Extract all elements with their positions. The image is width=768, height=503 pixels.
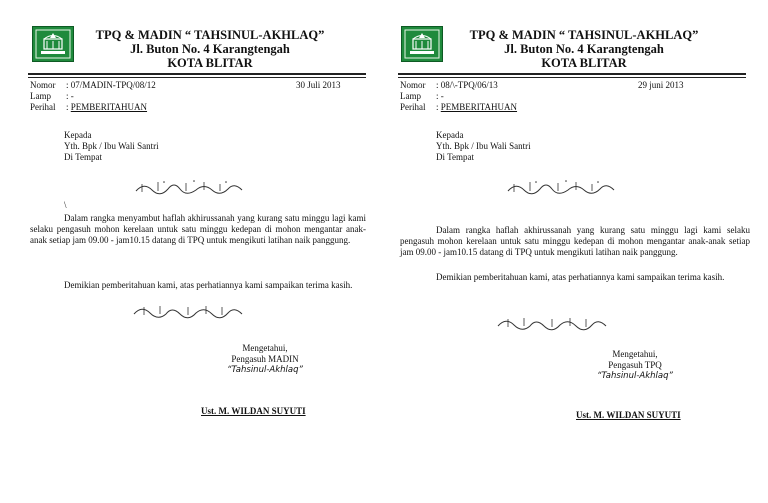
lamp-row	[400, 91, 444, 102]
header-rule-thin	[398, 77, 746, 78]
arabic-salam-closing-icon	[496, 314, 608, 337]
perihal-label: Perihal	[30, 102, 56, 112]
sig-role: Pengasuh MADIN	[231, 354, 299, 364]
arabic-salam-calligraphy-icon	[506, 178, 616, 201]
lamp-row	[30, 91, 74, 102]
recipient-place: Di Tempat	[436, 152, 474, 162]
nomor-label: Nomor	[400, 80, 426, 90]
signature-block	[190, 343, 340, 376]
perihal-row	[400, 102, 517, 113]
org-title: TPQ & MADIN “ TAHSINUL-AKHLAQ”	[95, 28, 325, 42]
sig-role: Pengasuh TPQ	[608, 360, 662, 370]
org-address: Jl. Buton No. 4 Karangtengah	[130, 42, 290, 56]
letter-date: 29 juni 2013	[638, 80, 684, 90]
letter-date: 30 Juli 2013	[296, 80, 341, 90]
arabic-salam-closing-icon	[132, 302, 244, 325]
nomor-value: : 08/\-TPQ/06/13	[436, 80, 498, 90]
nomor-row	[400, 80, 498, 91]
sig-mengetahui: Mengetahui,	[242, 343, 288, 353]
school-emblem-icon	[401, 26, 443, 62]
lamp-value: : -	[66, 91, 74, 101]
recipient-kepada: Kepada	[436, 130, 464, 140]
sig-mengetahui: Mengetahui,	[612, 349, 658, 359]
header-rule	[398, 73, 746, 75]
lamp-label: Lamp	[30, 91, 51, 101]
recipient-name: Yth. Bpk / Ibu Wali Santri	[436, 141, 531, 151]
recipient-place: Di Tempat	[64, 152, 102, 162]
recipient-block	[436, 130, 531, 163]
body-paragraph: Dalam rangka haflah akhirussanah yang kurang satu minggu lagi kami selaku pengasuh mohon kerelaan untuk satu minggu kedepan di mohon mengantar anak-anak setiap jam 09.00 - jam10.15 datang di TPQ untuk mengikuti latihan naik panggung.	[400, 225, 750, 257]
perihal-label: Perihal	[400, 102, 426, 112]
lamp-label: Lamp	[400, 91, 421, 101]
stray-mark: \	[64, 200, 67, 210]
closing-paragraph: Demikian pemberitahuan kami, atas perhatiannya kami sampaikan terima kasih.	[64, 280, 353, 290]
org-city: KOTA BLITAR	[167, 56, 253, 70]
perihal-colon: :	[436, 102, 441, 112]
perihal-colon: :	[66, 102, 71, 112]
letter-tpq	[384, 0, 768, 503]
signatory-name: Ust. M. WILDAN SUYUTI	[201, 406, 306, 416]
nomor-row	[30, 80, 156, 91]
header-rule	[28, 73, 366, 75]
sig-institution: “Tahsinul-Akhlaq”	[597, 371, 673, 381]
lamp-value: : -	[436, 91, 444, 101]
nomor-value: : 07/MADIN-TPQ/08/12	[66, 80, 156, 90]
signatory-name: Ust. M. WILDAN SUYUTI	[576, 410, 681, 420]
header-rule-thin	[28, 77, 366, 78]
recipient-name: Yth. Bpk / Ibu Wali Santri	[64, 141, 159, 151]
recipient-block	[64, 130, 159, 163]
arabic-salam-calligraphy-icon	[134, 178, 244, 201]
nomor-label: Nomor	[30, 80, 56, 90]
org-title: TPQ & MADIN “ TAHSINUL-AKHLAQ”	[469, 28, 699, 42]
recipient-kepada: Kepada	[64, 130, 92, 140]
perihal-row	[30, 102, 147, 113]
signature-block	[560, 349, 710, 382]
org-city: KOTA BLITAR	[541, 56, 627, 70]
school-emblem-icon	[32, 26, 74, 62]
closing-paragraph: Demikian pemberitahuan kami, atas perhatiannya kami sampaikan terima kasih.	[436, 272, 725, 282]
perihal-value: PEMBERITAHUAN	[70, 102, 148, 112]
org-address: Jl. Buton No. 4 Karangtengah	[504, 42, 664, 56]
perihal-value: PEMBERITAHUAN	[440, 102, 518, 112]
body-paragraph: Dalam rangka menyambut haflah akhirussanah yang kurang satu minggu lagi kami selaku pengasuh mohon kerelaan untuk satu minggu kedepan di mohon mengantar anak-anak setiap jam 09.00 - jam10.15 datang di TPQ untuk mengikuti latihan naik panggung.	[30, 213, 366, 245]
sig-institution: “Tahsinul-Akhlaq”	[227, 365, 303, 375]
